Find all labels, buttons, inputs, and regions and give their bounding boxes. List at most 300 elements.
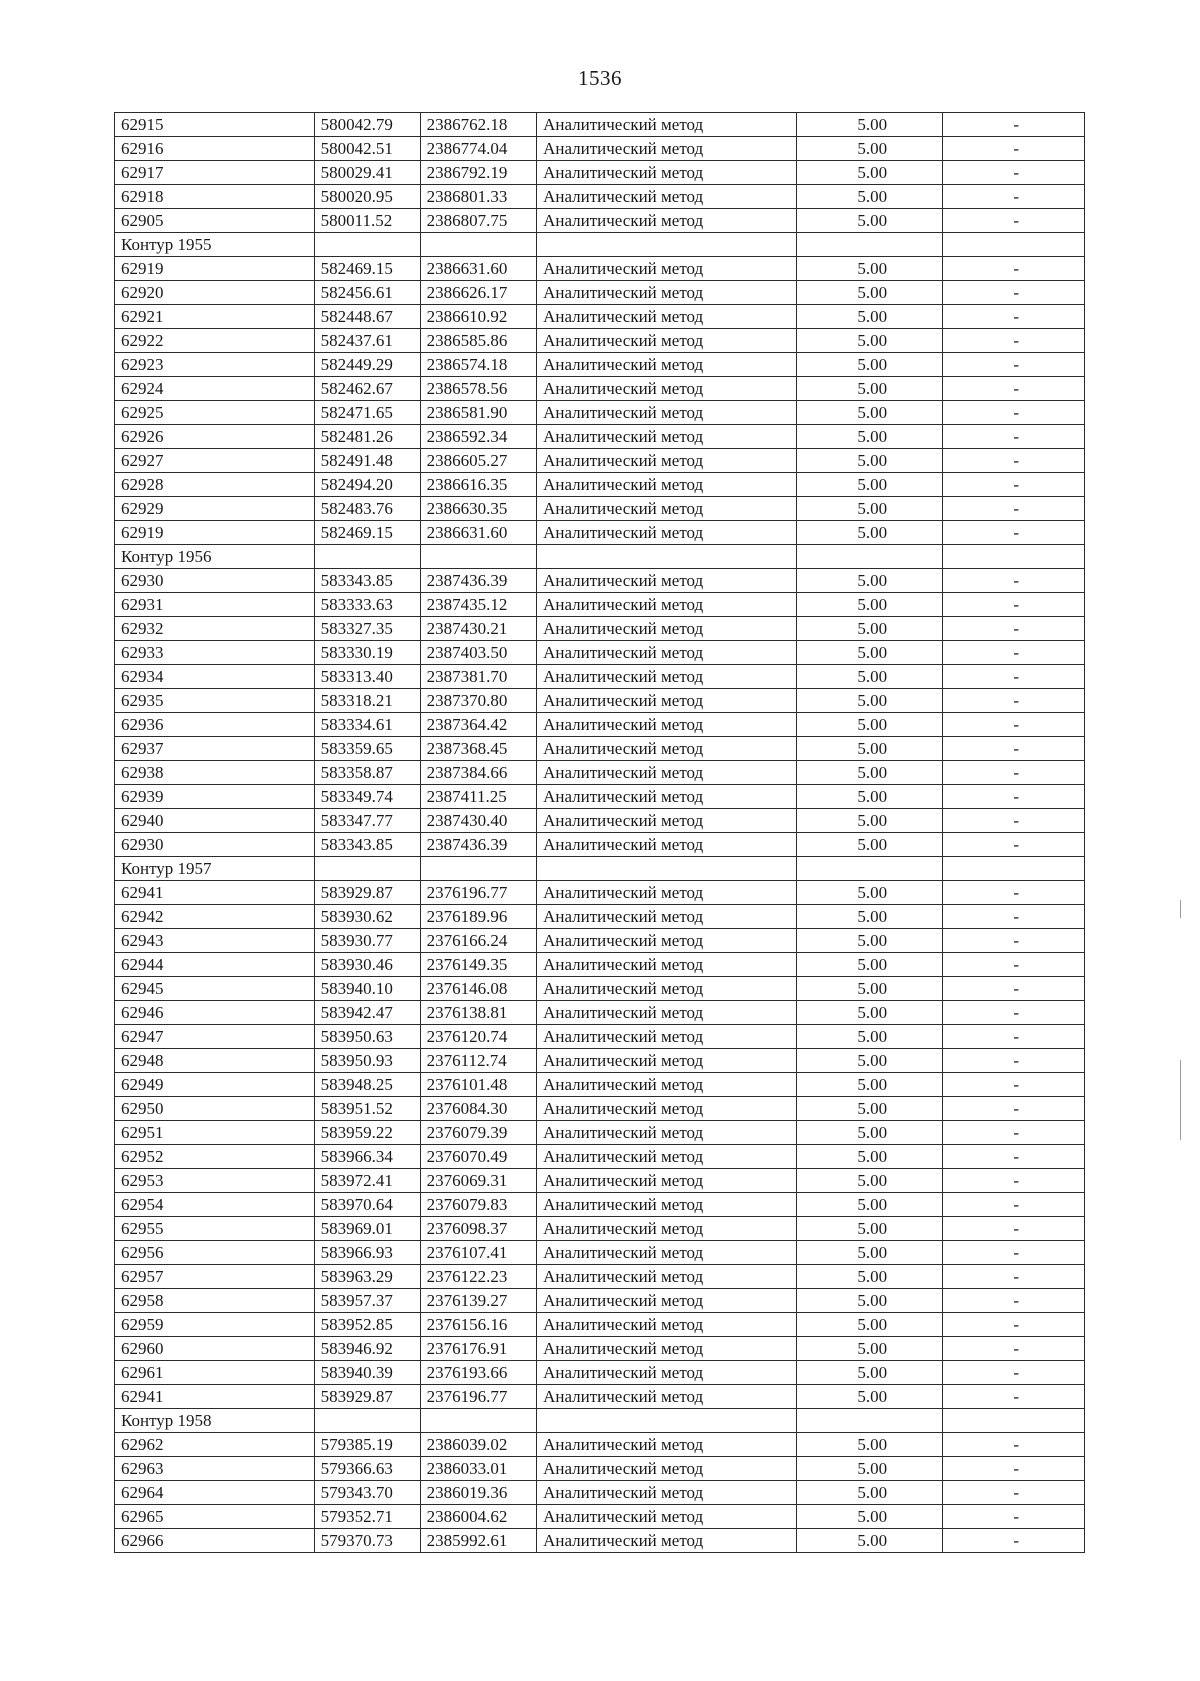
accuracy-cell: 5.00 (796, 905, 942, 929)
coordinates-table (114, 112, 1085, 1553)
accuracy-cell: 5.00 (796, 881, 942, 905)
point-id-cell: 62932 (115, 617, 315, 641)
x-coordinate-cell: 583334.61 (314, 713, 420, 737)
accuracy-cell: 5.00 (796, 377, 942, 401)
point-id-cell: 62929 (115, 497, 315, 521)
x-coordinate-cell: 582481.26 (314, 425, 420, 449)
accuracy-cell: 5.00 (796, 137, 942, 161)
y-coordinate-cell: 2386578.56 (420, 377, 536, 401)
method-cell: Аналитический метод (537, 1073, 797, 1097)
note-cell: - (942, 593, 1084, 617)
note-cell: - (942, 377, 1084, 401)
note-cell: - (942, 1529, 1084, 1553)
note-cell: - (942, 425, 1084, 449)
table-row (115, 1193, 1085, 1217)
table-row (115, 1385, 1085, 1409)
table-row (115, 1121, 1085, 1145)
method-cell: Аналитический метод (537, 1241, 797, 1265)
accuracy-cell: 5.00 (796, 1001, 942, 1025)
empty-cell (942, 545, 1084, 569)
y-coordinate-cell: 2376176.91 (420, 1337, 536, 1361)
x-coordinate-cell: 582448.67 (314, 305, 420, 329)
note-cell: - (942, 929, 1084, 953)
y-coordinate-cell: 2386616.35 (420, 473, 536, 497)
x-coordinate-cell: 580042.51 (314, 137, 420, 161)
x-coordinate-cell: 582437.61 (314, 329, 420, 353)
table-row (115, 209, 1085, 233)
contour-label: Контур 1956 (115, 545, 315, 569)
accuracy-cell: 5.00 (796, 1361, 942, 1385)
x-coordinate-cell: 583950.63 (314, 1025, 420, 1049)
point-id-cell: 62926 (115, 425, 315, 449)
accuracy-cell: 5.00 (796, 977, 942, 1001)
empty-cell (537, 545, 797, 569)
y-coordinate-cell: 2386792.19 (420, 161, 536, 185)
accuracy-cell: 5.00 (796, 1025, 942, 1049)
x-coordinate-cell: 583318.21 (314, 689, 420, 713)
method-cell: Аналитический метод (537, 257, 797, 281)
table-row (115, 425, 1085, 449)
note-cell: - (942, 1169, 1084, 1193)
point-id-cell: 62966 (115, 1529, 315, 1553)
x-coordinate-cell: 583930.46 (314, 953, 420, 977)
accuracy-cell: 5.00 (796, 257, 942, 281)
empty-cell (314, 233, 420, 257)
accuracy-cell: 5.00 (796, 1049, 942, 1073)
method-cell: Аналитический метод (537, 1481, 797, 1505)
method-cell: Аналитический метод (537, 1193, 797, 1217)
accuracy-cell: 5.00 (796, 521, 942, 545)
y-coordinate-cell: 2386004.62 (420, 1505, 536, 1529)
x-coordinate-cell: 582471.65 (314, 401, 420, 425)
point-id-cell: 62920 (115, 281, 315, 305)
y-coordinate-cell: 2387364.42 (420, 713, 536, 737)
point-id-cell: 62954 (115, 1193, 315, 1217)
note-cell: - (942, 1217, 1084, 1241)
x-coordinate-cell: 583359.65 (314, 737, 420, 761)
accuracy-cell: 5.00 (796, 281, 942, 305)
table-row (115, 713, 1085, 737)
point-id-cell: 62937 (115, 737, 315, 761)
table-row (115, 1241, 1085, 1265)
empty-cell (942, 1409, 1084, 1433)
method-cell: Аналитический метод (537, 593, 797, 617)
table-row (115, 137, 1085, 161)
point-id-cell: 62928 (115, 473, 315, 497)
y-coordinate-cell: 2376069.31 (420, 1169, 536, 1193)
x-coordinate-cell: 583929.87 (314, 881, 420, 905)
method-cell: Аналитический метод (537, 1001, 797, 1025)
note-cell: - (942, 401, 1084, 425)
empty-cell (420, 1409, 536, 1433)
y-coordinate-cell: 2376193.66 (420, 1361, 536, 1385)
method-cell: Аналитический метод (537, 977, 797, 1001)
y-coordinate-cell: 2376070.49 (420, 1145, 536, 1169)
y-coordinate-cell: 2387368.45 (420, 737, 536, 761)
point-id-cell: 62927 (115, 449, 315, 473)
point-id-cell: 62934 (115, 665, 315, 689)
point-id-cell: 62944 (115, 953, 315, 977)
x-coordinate-cell: 583929.87 (314, 1385, 420, 1409)
accuracy-cell: 5.00 (796, 1505, 942, 1529)
table-row (115, 161, 1085, 185)
note-cell: - (942, 497, 1084, 521)
note-cell: - (942, 1361, 1084, 1385)
method-cell: Аналитический метод (537, 1289, 797, 1313)
table-row (115, 257, 1085, 281)
method-cell: Аналитический метод (537, 1505, 797, 1529)
note-cell: - (942, 833, 1084, 857)
note-cell: - (942, 1121, 1084, 1145)
table-row (115, 1505, 1085, 1529)
note-cell: - (942, 1433, 1084, 1457)
note-cell: - (942, 1457, 1084, 1481)
method-cell: Аналитический метод (537, 713, 797, 737)
accuracy-cell: 5.00 (796, 1385, 942, 1409)
method-cell: Аналитический метод (537, 305, 797, 329)
y-coordinate-cell: 2386605.27 (420, 449, 536, 473)
y-coordinate-cell: 2386801.33 (420, 185, 536, 209)
point-id-cell: 62930 (115, 833, 315, 857)
table-row (115, 593, 1085, 617)
y-coordinate-cell: 2386631.60 (420, 521, 536, 545)
table-row (115, 1337, 1085, 1361)
method-cell: Аналитический метод (537, 641, 797, 665)
method-cell: Аналитический метод (537, 809, 797, 833)
table-row (115, 449, 1085, 473)
x-coordinate-cell: 580029.41 (314, 161, 420, 185)
contour-header-row (115, 233, 1085, 257)
table-row (115, 377, 1085, 401)
note-cell: - (942, 809, 1084, 833)
table-row (115, 641, 1085, 665)
y-coordinate-cell: 2376196.77 (420, 881, 536, 905)
point-id-cell: 62952 (115, 1145, 315, 1169)
x-coordinate-cell: 583959.22 (314, 1121, 420, 1145)
note-cell: - (942, 1265, 1084, 1289)
table-row (115, 1481, 1085, 1505)
point-id-cell: 62916 (115, 137, 315, 161)
note-cell: - (942, 185, 1084, 209)
accuracy-cell: 5.00 (796, 1481, 942, 1505)
method-cell: Аналитический метод (537, 665, 797, 689)
table-row (115, 953, 1085, 977)
y-coordinate-cell: 2387430.21 (420, 617, 536, 641)
accuracy-cell: 5.00 (796, 497, 942, 521)
y-coordinate-cell: 2387436.39 (420, 569, 536, 593)
method-cell: Аналитический метод (537, 377, 797, 401)
point-id-cell: 62921 (115, 305, 315, 329)
point-id-cell: 62951 (115, 1121, 315, 1145)
x-coordinate-cell: 582469.15 (314, 257, 420, 281)
method-cell: Аналитический метод (537, 1433, 797, 1457)
accuracy-cell: 5.00 (796, 689, 942, 713)
table-row (115, 833, 1085, 857)
method-cell: Аналитический метод (537, 1385, 797, 1409)
accuracy-cell: 5.00 (796, 1265, 942, 1289)
accuracy-cell: 5.00 (796, 617, 942, 641)
method-cell: Аналитический метод (537, 425, 797, 449)
empty-cell (537, 233, 797, 257)
contour-label: Контур 1958 (115, 1409, 315, 1433)
note-cell: - (942, 641, 1084, 665)
accuracy-cell: 5.00 (796, 329, 942, 353)
table-row (115, 1217, 1085, 1241)
x-coordinate-cell: 583343.85 (314, 833, 420, 857)
x-coordinate-cell: 583313.40 (314, 665, 420, 689)
table-row (115, 521, 1085, 545)
note-cell: - (942, 161, 1084, 185)
accuracy-cell: 5.00 (796, 1121, 942, 1145)
x-coordinate-cell: 583950.93 (314, 1049, 420, 1073)
x-coordinate-cell: 583946.92 (314, 1337, 420, 1361)
y-coordinate-cell: 2387370.80 (420, 689, 536, 713)
point-id-cell: 62938 (115, 761, 315, 785)
method-cell: Аналитический метод (537, 1265, 797, 1289)
accuracy-cell: 5.00 (796, 353, 942, 377)
contour-label: Контур 1955 (115, 233, 315, 257)
accuracy-cell: 5.00 (796, 425, 942, 449)
accuracy-cell: 5.00 (796, 569, 942, 593)
point-id-cell: 62961 (115, 1361, 315, 1385)
y-coordinate-cell: 2386631.60 (420, 257, 536, 281)
y-coordinate-cell: 2386774.04 (420, 137, 536, 161)
note-cell: - (942, 1097, 1084, 1121)
table-row (115, 1097, 1085, 1121)
accuracy-cell: 5.00 (796, 953, 942, 977)
x-coordinate-cell: 582483.76 (314, 497, 420, 521)
x-coordinate-cell: 579352.71 (314, 1505, 420, 1529)
empty-cell (537, 1409, 797, 1433)
method-cell: Аналитический метод (537, 473, 797, 497)
y-coordinate-cell: 2376112.74 (420, 1049, 536, 1073)
table-row (115, 473, 1085, 497)
note-cell: - (942, 905, 1084, 929)
method-cell: Аналитический метод (537, 449, 797, 473)
method-cell: Аналитический метод (537, 953, 797, 977)
note-cell: - (942, 1481, 1084, 1505)
table-row (115, 1433, 1085, 1457)
accuracy-cell: 5.00 (796, 449, 942, 473)
x-coordinate-cell: 583930.62 (314, 905, 420, 929)
point-id-cell: 62964 (115, 1481, 315, 1505)
x-coordinate-cell: 583948.25 (314, 1073, 420, 1097)
method-cell: Аналитический метод (537, 1169, 797, 1193)
point-id-cell: 62919 (115, 257, 315, 281)
table-row (115, 1049, 1085, 1073)
method-cell: Аналитический метод (537, 1145, 797, 1169)
point-id-cell: 62957 (115, 1265, 315, 1289)
method-cell: Аналитический метод (537, 1049, 797, 1073)
table-row (115, 329, 1085, 353)
accuracy-cell: 5.00 (796, 785, 942, 809)
table-row (115, 785, 1085, 809)
table-row (115, 737, 1085, 761)
x-coordinate-cell: 583972.41 (314, 1169, 420, 1193)
accuracy-cell: 5.00 (796, 113, 942, 137)
accuracy-cell: 5.00 (796, 161, 942, 185)
y-coordinate-cell: 2376189.96 (420, 905, 536, 929)
point-id-cell: 62918 (115, 185, 315, 209)
method-cell: Аналитический метод (537, 1457, 797, 1481)
x-coordinate-cell: 583942.47 (314, 1001, 420, 1025)
point-id-cell: 62953 (115, 1169, 315, 1193)
x-coordinate-cell: 583327.35 (314, 617, 420, 641)
table-row (115, 1001, 1085, 1025)
empty-cell (314, 857, 420, 881)
contour-header-row (115, 857, 1085, 881)
table-row (115, 1313, 1085, 1337)
method-cell: Аналитический метод (537, 113, 797, 137)
point-id-cell: 62935 (115, 689, 315, 713)
x-coordinate-cell: 583358.87 (314, 761, 420, 785)
accuracy-cell: 5.00 (796, 1193, 942, 1217)
contour-header-row (115, 545, 1085, 569)
accuracy-cell: 5.00 (796, 929, 942, 953)
point-id-cell: 62946 (115, 1001, 315, 1025)
note-cell: - (942, 689, 1084, 713)
table-row (115, 881, 1085, 905)
contour-label: Контур 1957 (115, 857, 315, 881)
accuracy-cell: 5.00 (796, 1217, 942, 1241)
note-cell: - (942, 617, 1084, 641)
accuracy-cell: 5.00 (796, 593, 942, 617)
table-row (115, 665, 1085, 689)
table-row (115, 809, 1085, 833)
point-id-cell: 62930 (115, 569, 315, 593)
coordinates-table-body (115, 113, 1085, 1553)
method-cell: Аналитический метод (537, 785, 797, 809)
page-number: 1536 (578, 66, 622, 90)
table-row (115, 113, 1085, 137)
x-coordinate-cell: 582456.61 (314, 281, 420, 305)
method-cell: Аналитический метод (537, 761, 797, 785)
table-row (115, 689, 1085, 713)
y-coordinate-cell: 2387381.70 (420, 665, 536, 689)
point-id-cell: 62958 (115, 1289, 315, 1313)
note-cell: - (942, 1049, 1084, 1073)
x-coordinate-cell: 582494.20 (314, 473, 420, 497)
note-cell: - (942, 1073, 1084, 1097)
accuracy-cell: 5.00 (796, 473, 942, 497)
table-row (115, 1169, 1085, 1193)
point-id-cell: 62948 (115, 1049, 315, 1073)
y-coordinate-cell: 2376098.37 (420, 1217, 536, 1241)
accuracy-cell: 5.00 (796, 1169, 942, 1193)
point-id-cell: 62940 (115, 809, 315, 833)
point-id-cell: 62960 (115, 1337, 315, 1361)
y-coordinate-cell: 2386039.02 (420, 1433, 536, 1457)
x-coordinate-cell: 583940.10 (314, 977, 420, 1001)
y-coordinate-cell: 2387403.50 (420, 641, 536, 665)
x-coordinate-cell: 580020.95 (314, 185, 420, 209)
point-id-cell: 62959 (115, 1313, 315, 1337)
method-cell: Аналитический метод (537, 521, 797, 545)
accuracy-cell: 5.00 (796, 809, 942, 833)
point-id-cell: 62917 (115, 161, 315, 185)
note-cell: - (942, 353, 1084, 377)
note-cell: - (942, 953, 1084, 977)
table-row (115, 929, 1085, 953)
scan-edge-mark (1180, 1060, 1181, 1140)
x-coordinate-cell: 583969.01 (314, 1217, 420, 1241)
accuracy-cell: 5.00 (796, 1433, 942, 1457)
accuracy-cell: 5.00 (796, 209, 942, 233)
table-row (115, 1025, 1085, 1049)
y-coordinate-cell: 2387384.66 (420, 761, 536, 785)
table-row (115, 761, 1085, 785)
method-cell: Аналитический метод (537, 905, 797, 929)
method-cell: Аналитический метод (537, 1217, 797, 1241)
method-cell: Аналитический метод (537, 1097, 797, 1121)
y-coordinate-cell: 2386581.90 (420, 401, 536, 425)
table-row (115, 905, 1085, 929)
y-coordinate-cell: 2385992.61 (420, 1529, 536, 1553)
point-id-cell: 62947 (115, 1025, 315, 1049)
empty-cell (796, 1409, 942, 1433)
y-coordinate-cell: 2386610.92 (420, 305, 536, 329)
y-coordinate-cell: 2387430.40 (420, 809, 536, 833)
y-coordinate-cell: 2386630.35 (420, 497, 536, 521)
accuracy-cell: 5.00 (796, 1289, 942, 1313)
empty-cell (314, 545, 420, 569)
empty-cell (420, 233, 536, 257)
accuracy-cell: 5.00 (796, 833, 942, 857)
empty-cell (420, 545, 536, 569)
method-cell: Аналитический метод (537, 1337, 797, 1361)
x-coordinate-cell: 583951.52 (314, 1097, 420, 1121)
method-cell: Аналитический метод (537, 929, 797, 953)
accuracy-cell: 5.00 (796, 1529, 942, 1553)
note-cell: - (942, 977, 1084, 1001)
point-id-cell: 62931 (115, 593, 315, 617)
x-coordinate-cell: 583940.39 (314, 1361, 420, 1385)
table-row (115, 1265, 1085, 1289)
method-cell: Аналитический метод (537, 209, 797, 233)
empty-cell (796, 545, 942, 569)
y-coordinate-cell: 2376122.23 (420, 1265, 536, 1289)
accuracy-cell: 5.00 (796, 761, 942, 785)
accuracy-cell: 5.00 (796, 1073, 942, 1097)
accuracy-cell: 5.00 (796, 737, 942, 761)
x-coordinate-cell: 580011.52 (314, 209, 420, 233)
method-cell: Аналитический метод (537, 353, 797, 377)
method-cell: Аналитический метод (537, 137, 797, 161)
point-id-cell: 62956 (115, 1241, 315, 1265)
table-row (115, 281, 1085, 305)
x-coordinate-cell: 583957.37 (314, 1289, 420, 1313)
note-cell: - (942, 257, 1084, 281)
y-coordinate-cell: 2376079.83 (420, 1193, 536, 1217)
note-cell: - (942, 737, 1084, 761)
y-coordinate-cell: 2376101.48 (420, 1073, 536, 1097)
y-coordinate-cell: 2386626.17 (420, 281, 536, 305)
point-id-cell: 62905 (115, 209, 315, 233)
table-row (115, 569, 1085, 593)
method-cell: Аналитический метод (537, 281, 797, 305)
empty-cell (420, 857, 536, 881)
accuracy-cell: 5.00 (796, 1313, 942, 1337)
point-id-cell: 62943 (115, 929, 315, 953)
scan-edge-mark (1180, 900, 1181, 918)
y-coordinate-cell: 2386033.01 (420, 1457, 536, 1481)
y-coordinate-cell: 2376084.30 (420, 1097, 536, 1121)
method-cell: Аналитический метод (537, 401, 797, 425)
x-coordinate-cell: 582462.67 (314, 377, 420, 401)
point-id-cell: 62925 (115, 401, 315, 425)
x-coordinate-cell: 579370.73 (314, 1529, 420, 1553)
accuracy-cell: 5.00 (796, 1241, 942, 1265)
